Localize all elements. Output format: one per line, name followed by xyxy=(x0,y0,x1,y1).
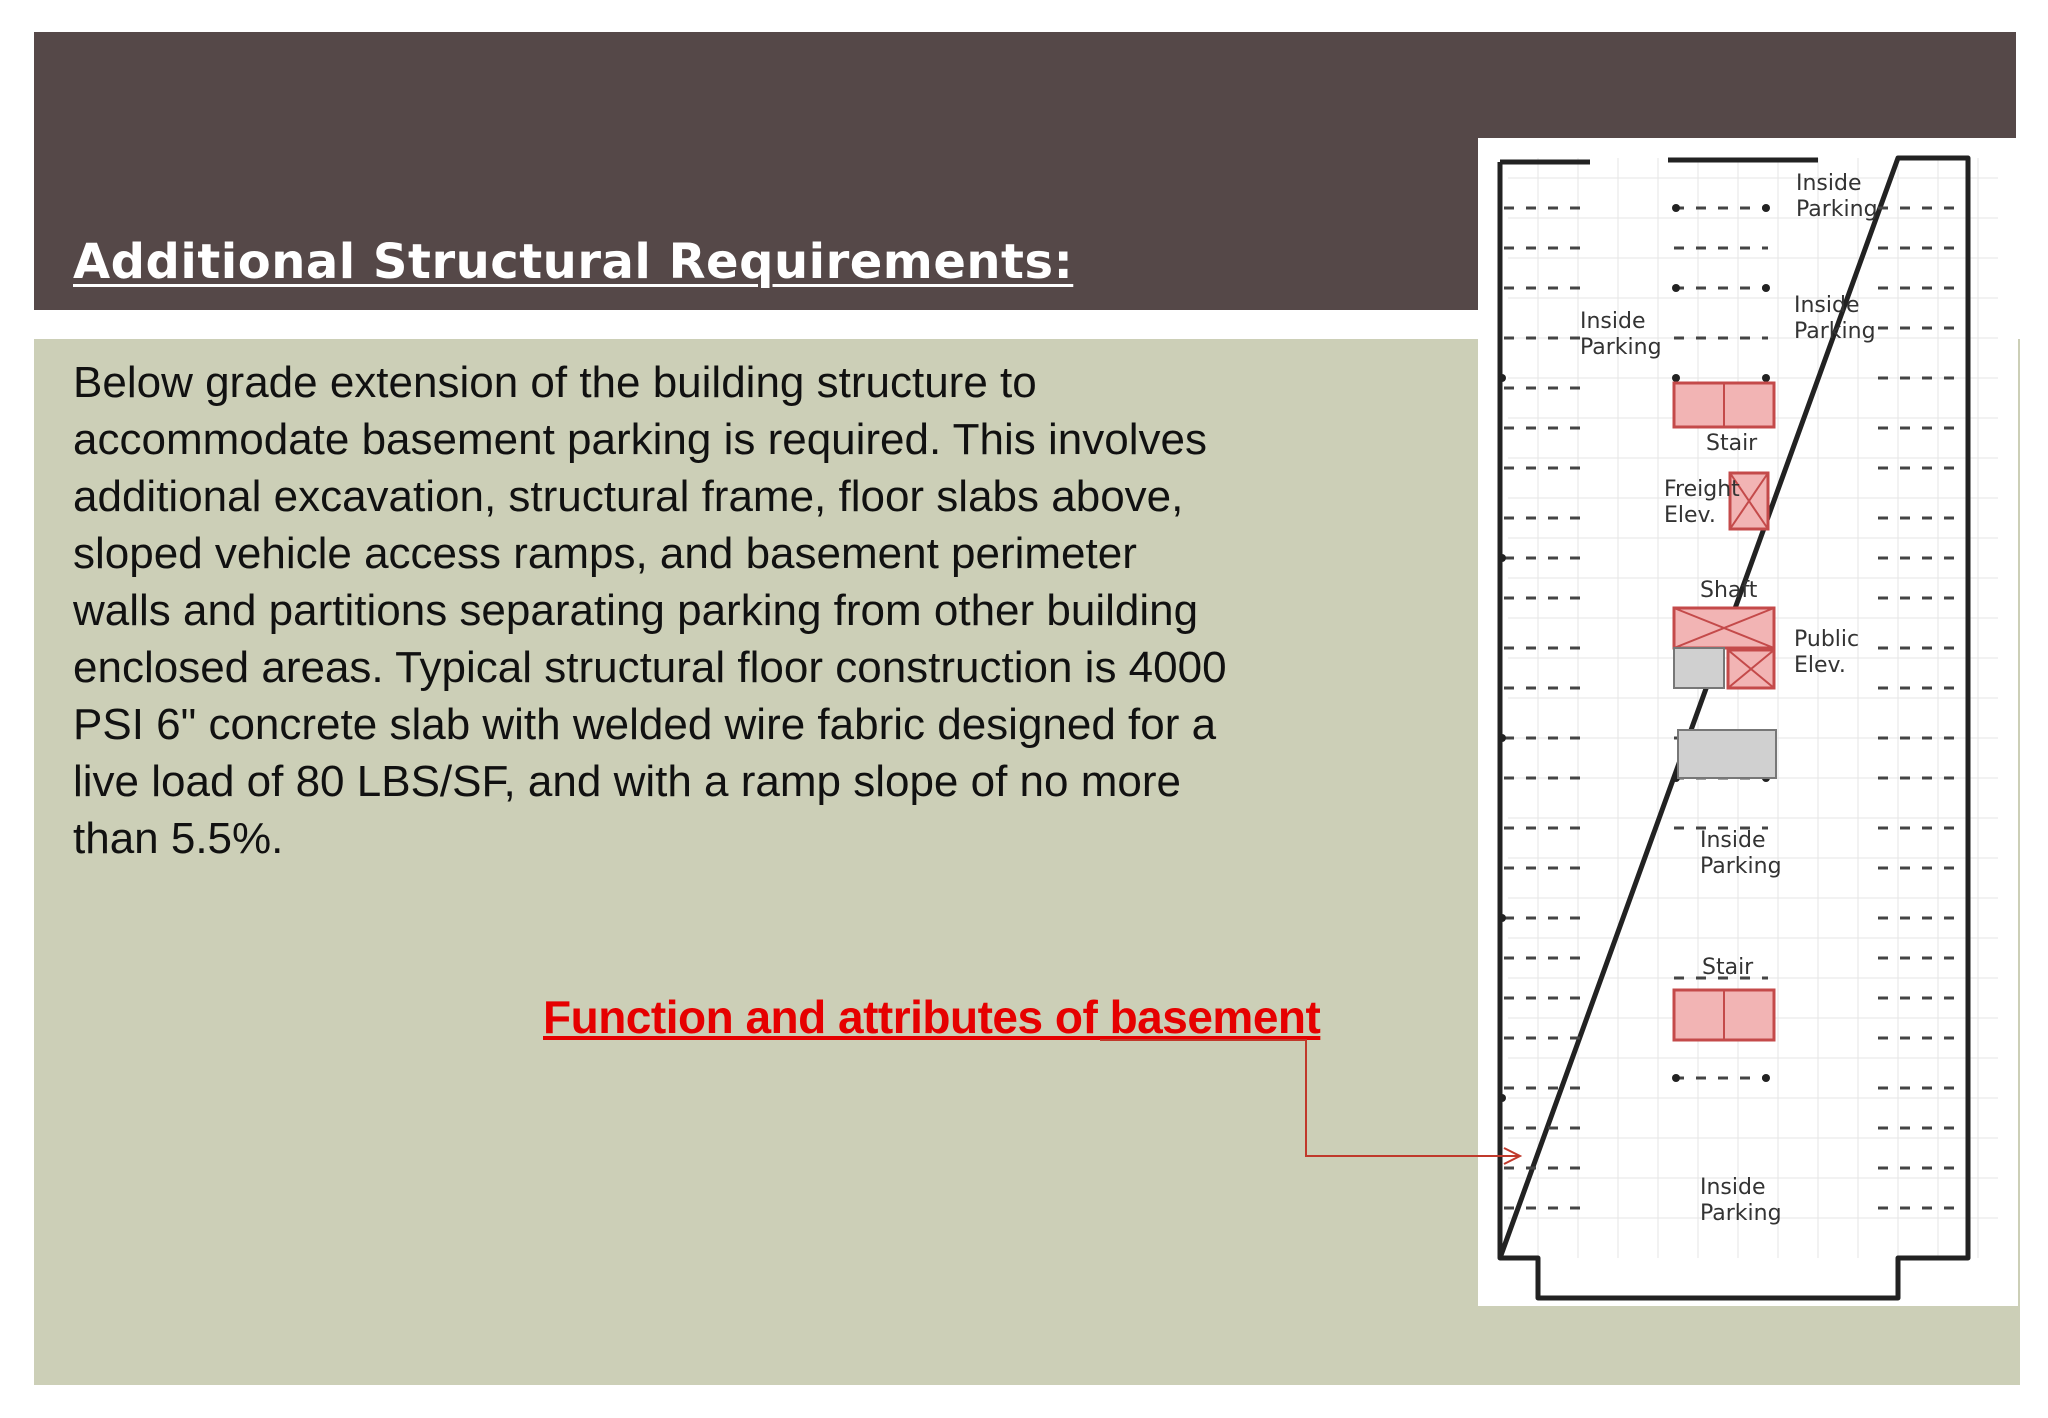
label-freight-1: Freight xyxy=(1664,477,1740,502)
label-inside-parking-left-1: Inside xyxy=(1580,309,1646,334)
basement-link[interactable]: Function and attributes of basement xyxy=(543,991,1321,1043)
label-inside-parking-mr-2: Parking xyxy=(1794,319,1876,344)
label-stair-top: Stair xyxy=(1706,431,1758,456)
label-stair-bottom: Stair xyxy=(1702,955,1754,980)
label-inside-parking-bottom-2: Parking xyxy=(1700,1201,1782,1226)
label-inside-parking-bottom-1: Inside xyxy=(1700,1175,1766,1200)
slide-title: Additional Structural Requirements: xyxy=(73,234,1074,290)
label-inside-parking-center-1: Inside xyxy=(1700,828,1766,853)
ramp-box xyxy=(1678,730,1776,778)
floor-plan-drawing xyxy=(1478,138,2018,1306)
label-inside-parking-mr-1: Inside xyxy=(1794,293,1860,318)
label-inside-parking-left-2: Parking xyxy=(1580,335,1662,360)
label-public-1: Public xyxy=(1794,627,1860,652)
label-inside-parking-center-2: Parking xyxy=(1700,854,1782,879)
label-freight-2: Elev. xyxy=(1664,503,1716,528)
label-inside-parking-tr-2: Parking xyxy=(1796,197,1878,222)
label-public-2: Elev. xyxy=(1794,653,1846,678)
label-shaft: Shaft xyxy=(1700,578,1758,603)
body-paragraph: Below grade extension of the building structure to accommodate basement parking is required. This involves additional excavation, structural frame, floor slabs above, sloped vehicle access ramps, and basement perimeter walls and partitions separating parking from other building enclosed areas. Typical structural floor construction is 4000 PSI 6" concrete slab with welded wire fabric designed for a live load of 80 LBS/SF, and with a ramp slope of no more than 5.5%. xyxy=(73,358,1227,863)
label-inside-parking-tr-1: Inside xyxy=(1796,171,1862,196)
parking-floor-plan xyxy=(1478,138,2018,1306)
